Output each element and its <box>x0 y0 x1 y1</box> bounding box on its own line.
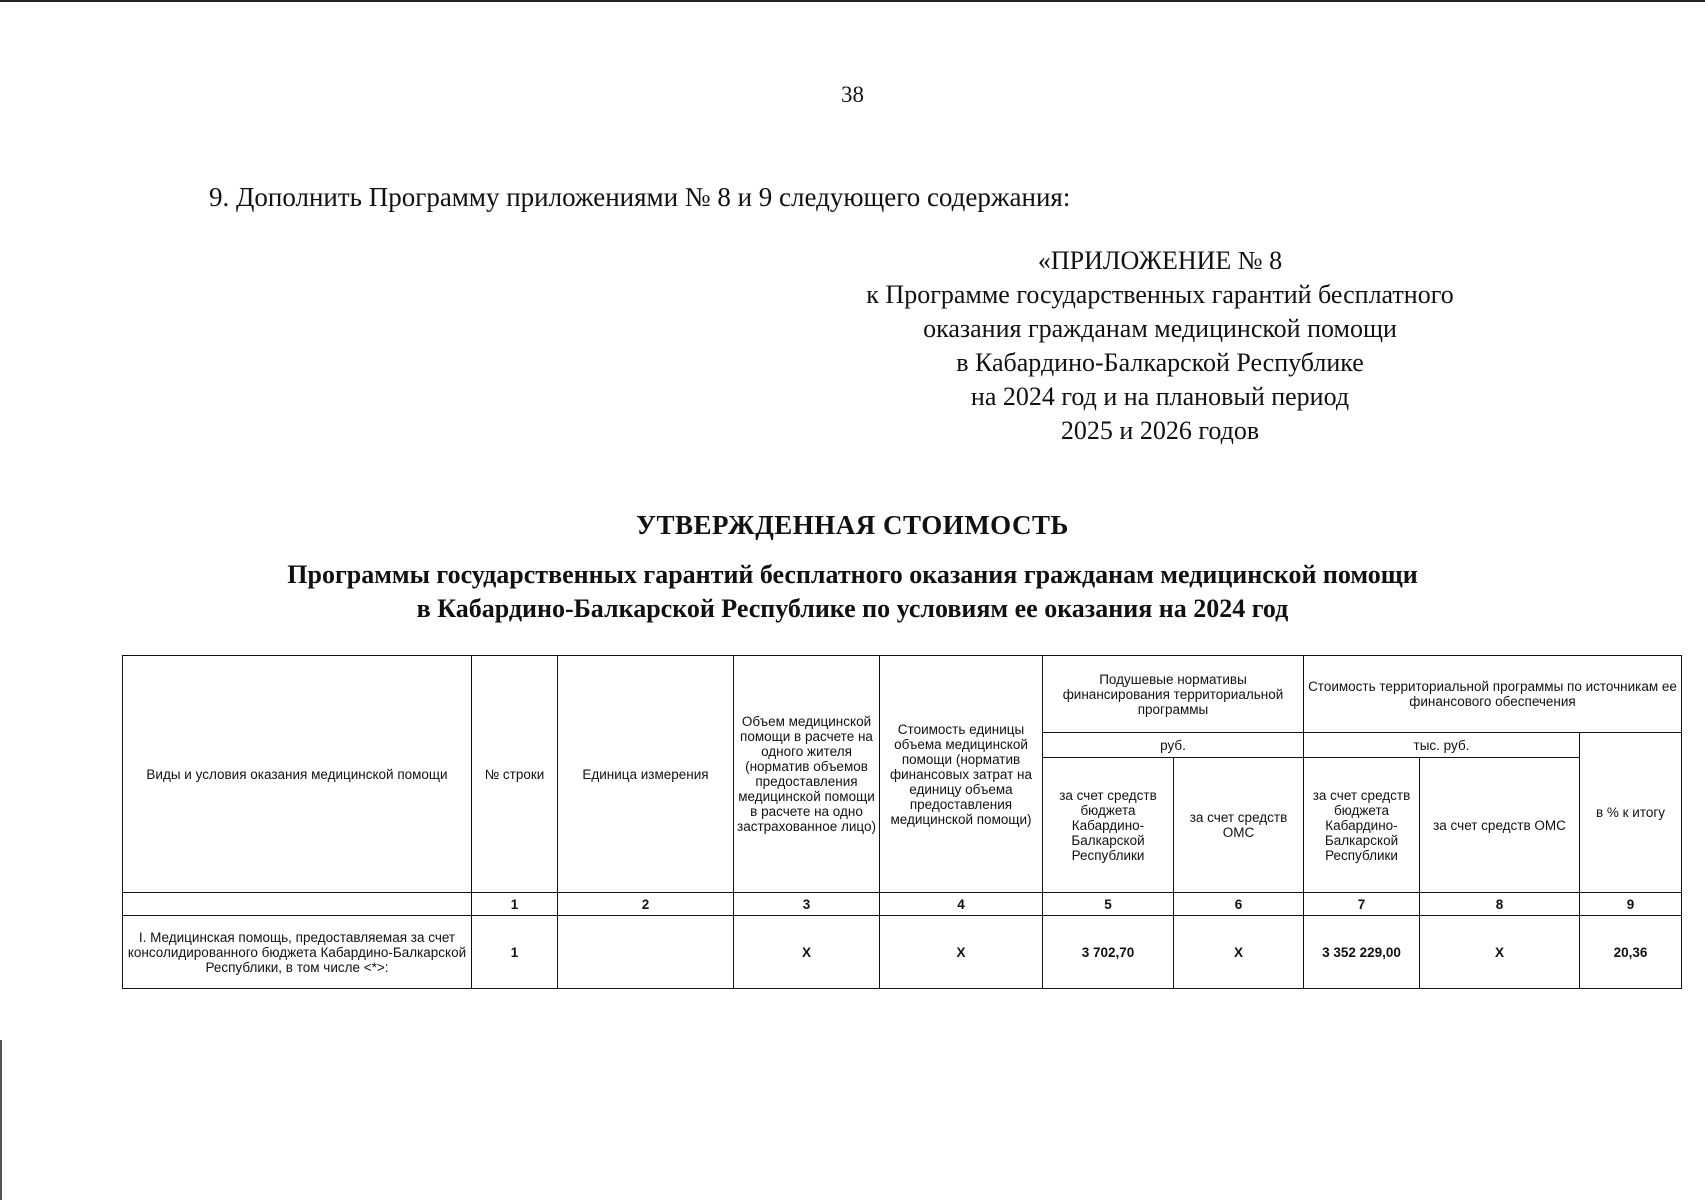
header-thousand-rub: тыс. руб. <box>1304 733 1580 758</box>
header-oms-thousand: за счет средств ОМС <box>1420 758 1580 893</box>
row-number: 1 <box>472 916 558 989</box>
table-row <box>123 916 1682 989</box>
appendix-line: к Программе государственных гарантий бесплатного <box>866 280 1454 309</box>
header-percent-total: в % к итогу <box>1580 733 1682 893</box>
page-number: 38 <box>841 82 864 107</box>
appendix-heading <box>820 244 1500 448</box>
row-unit-cost: Х <box>880 916 1043 989</box>
appendix-line: 2025 и 2026 годов <box>1060 416 1260 445</box>
subtitle-line: Программы государственных гарантий бесплатного оказания гражданам медицинской помощи <box>287 560 1418 589</box>
row-unit <box>558 916 734 989</box>
header-program-cost: Стоимость территориальной программы по источникам ее финансового обеспечения <box>1304 656 1682 733</box>
row-budget-thousand: 3 352 229,00 <box>1304 916 1420 989</box>
document-title: УТВЕРЖДЕННАЯ СТОИМОСТЬ <box>636 510 1069 540</box>
header-volume: Объем медицинской помощи в расчете на одного жителя (норматив объемов предоставления медицинской помощи в расчете на одно застрахованное лицо) <box>734 656 880 893</box>
column-number: 6 <box>1174 893 1304 916</box>
appendix-line: в Кабардино-Балкарской Республике <box>956 348 1364 377</box>
cost-table <box>122 655 1682 989</box>
header-per-capita: Подушевые нормативы финансирования территориальной программы <box>1043 656 1304 733</box>
column-number: 5 <box>1043 893 1174 916</box>
appendix-line: оказания гражданам медицинской помощи <box>923 314 1397 343</box>
top-border-line <box>0 0 1705 2</box>
column-number-blank <box>123 893 472 916</box>
intro-paragraph: 9. Дополнить Программу приложениями № 8 и 9 следующего содержания: <box>209 182 1071 212</box>
document-subtitle <box>0 558 1705 626</box>
column-number: 3 <box>734 893 880 916</box>
column-number: 9 <box>1580 893 1682 916</box>
column-number: 2 <box>558 893 734 916</box>
column-number: 4 <box>880 893 1043 916</box>
subtitle-line: в Кабардино-Балкарской Республике по условиям ее оказания на 2024 год <box>416 594 1289 623</box>
appendix-line: на 2024 год и на плановый период <box>970 382 1350 411</box>
header-oms: за счет средств ОМС <box>1174 758 1304 893</box>
row-budget-rub: 3 702,70 <box>1043 916 1174 989</box>
header-row-number: № строки <box>472 656 558 893</box>
row-name: I. Медицинская помощь, предоставляемая за счет консолидированного бюджета Кабардино-Балкарской Республики, в том числе <*>: <box>123 916 472 989</box>
left-margin-line <box>0 1040 2 1200</box>
column-number: 1 <box>472 893 558 916</box>
row-oms-rub: Х <box>1174 916 1304 989</box>
header-rub: руб. <box>1043 733 1304 758</box>
header-budget-kbr-thousand: за счет средств бюджета Кабардино-Балкарской Республики <box>1304 758 1420 893</box>
row-percent: 20,36 <box>1580 916 1682 989</box>
header-types: Виды и условия оказания медицинской помощи <box>123 656 472 893</box>
column-numbers-row <box>123 893 1682 916</box>
column-number: 8 <box>1420 893 1580 916</box>
header-budget-kbr: за счет средств бюджета Кабардино-Балкарской Республики <box>1043 758 1174 893</box>
appendix-line: «ПРИЛОЖЕНИЕ № 8 <box>1037 246 1283 275</box>
header-unit-cost: Стоимость единицы объема медицинской помощи (норматив финансовых затрат на единицу объема предоставления медицинской помощи) <box>880 656 1043 893</box>
row-volume: Х <box>734 916 880 989</box>
column-number: 7 <box>1304 893 1420 916</box>
header-unit: Единица измерения <box>558 656 734 893</box>
row-oms-thousand: Х <box>1420 916 1580 989</box>
